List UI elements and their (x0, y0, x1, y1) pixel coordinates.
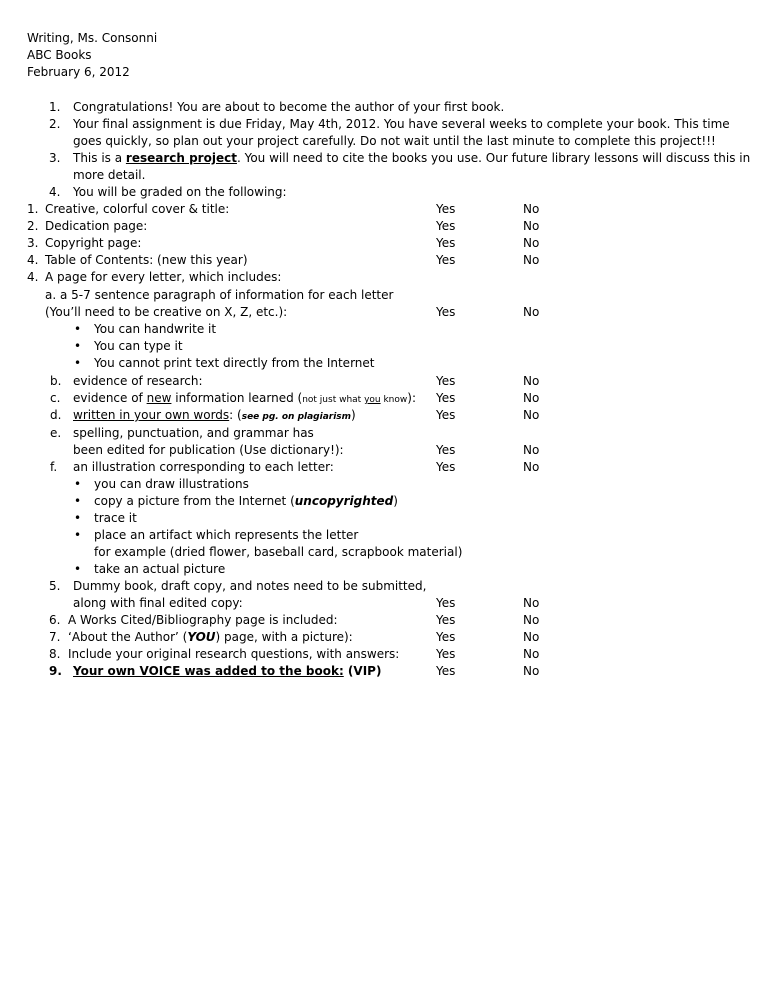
sub-a-line2: (You’ll need to be creative on X, Z, etc.): (45, 305, 288, 319)
sub-e-line1: spelling, punctuation, and grammar has (73, 426, 314, 440)
sub-d-own-words: written in your own words: (see pg. on plagiarism) (73, 408, 356, 422)
bullet-handwrite: • You can handwrite it (94, 321, 216, 338)
bullet-actual-picture: • take an actual picture (94, 561, 225, 578)
header-date: February 6, 2012 (27, 65, 130, 79)
no-option: No (523, 443, 540, 457)
criteria-toc: Table of Contents: (new this year) (45, 253, 248, 267)
criteria-num-4b: 4. (27, 270, 39, 284)
criteria-num-3: 3. (27, 236, 39, 250)
sub-c-new-info: evidence of new information learned (not just what you know): (73, 391, 416, 405)
criteria-num-1: 1. (27, 202, 39, 216)
intro-item-3: This is a research project. You will need to cite the books you use. Our future library lessons will discuss this in (73, 151, 751, 165)
bullet-draw: • you can draw illustrations (94, 476, 249, 493)
criteria-num-2: 2. (27, 219, 39, 233)
no-option: No (523, 596, 540, 610)
bullet-type: • You can type it (94, 338, 183, 355)
criteria-dedication: Dedication page: (45, 219, 148, 233)
yes-option: Yes (436, 613, 456, 627)
yes-option: Yes (436, 460, 456, 474)
header-subject: ABC Books (27, 48, 92, 62)
yes-option: Yes (436, 219, 456, 233)
yes-option: Yes (436, 305, 456, 319)
intro-num-2: 2. (49, 117, 61, 131)
intro-num-3: 3. (49, 151, 61, 165)
sub-a-line1: a. a 5-7 sentence paragraph of information for each letter (45, 288, 394, 302)
no-option: No (523, 664, 540, 678)
research-project-emphasis: research project (125, 151, 237, 165)
sub-b-research: evidence of research: (73, 374, 203, 388)
sub-d-letter: d. (50, 408, 62, 422)
item-num-5: 5. (49, 579, 61, 593)
yes-option: Yes (436, 374, 456, 388)
no-option: No (523, 202, 540, 216)
item-num-6: 6. (49, 613, 61, 627)
no-option: No (523, 374, 540, 388)
item-8-research-questions: Include your original research questions, with answers: (68, 647, 400, 661)
criteria-letter-page: A page for every letter, which includes: (45, 270, 282, 284)
bullet-artifact: • place an artifact which represents the letter (94, 527, 358, 544)
bullet-no-print: • You cannot print text directly from the Internet (94, 355, 374, 372)
item-9-voice: Your own VOICE was added to the book: (VIP) (73, 664, 382, 678)
no-option: No (523, 391, 540, 405)
item-5-line2: along with final edited copy: (73, 596, 243, 610)
item-5-line1: Dummy book, draft copy, and notes need to be submitted, (73, 579, 427, 593)
yes-option: Yes (436, 630, 456, 644)
item-num-9: 9. (49, 664, 62, 678)
yes-option: Yes (436, 596, 456, 610)
no-option: No (523, 219, 540, 233)
criteria-copyright: Copyright page: (45, 236, 142, 250)
no-option: No (523, 305, 540, 319)
yes-option: Yes (436, 647, 456, 661)
no-option: No (523, 253, 540, 267)
yes-option: Yes (436, 391, 456, 405)
item-7-about-author: ‘About the Author’ (YOU) page, with a picture): (68, 630, 353, 644)
intro-num-1: 1. (49, 100, 61, 114)
no-option: No (523, 613, 540, 627)
sub-b-letter: b. (50, 374, 62, 388)
intro-num-4: 4. (49, 185, 61, 199)
yes-option: Yes (436, 253, 456, 267)
bullet-artifact-example: for example (dried flower, baseball card, scrapbook material) (94, 545, 463, 559)
no-option: No (523, 647, 540, 661)
sub-f-illustration: an illustration corresponding to each letter: (73, 460, 334, 474)
criteria-num-4: 4. (27, 253, 39, 267)
intro-item-1: Congratulations! You are about to become the author of your first book. (73, 100, 505, 114)
no-option: No (523, 630, 540, 644)
bullet-trace: • trace it (94, 510, 137, 527)
yes-option: Yes (436, 664, 456, 678)
item-num-7: 7. (49, 630, 61, 644)
sub-e-line2: been edited for publication (Use dictionary!): (73, 443, 344, 457)
sub-c-letter: c. (50, 391, 61, 405)
intro-item-2: Your final assignment is due Friday, May 4th, 2012. You have several weeks to complete your book. This time (73, 117, 730, 131)
no-option: No (523, 236, 540, 250)
yes-option: Yes (436, 443, 456, 457)
sub-e-letter: e. (50, 426, 62, 440)
sub-f-letter: f. (50, 460, 58, 474)
item-6-works-cited: A Works Cited/Bibliography page is included: (68, 613, 338, 627)
intro-item-3-cont: more detail. (73, 168, 146, 182)
yes-option: Yes (436, 408, 456, 422)
intro-item-4: You will be graded on the following: (73, 185, 287, 199)
bullet-copy-picture: • copy a picture from the Internet (uncopyrighted) (94, 493, 398, 510)
no-option: No (523, 460, 540, 474)
yes-option: Yes (436, 202, 456, 216)
intro-item-2-cont: goes quickly, so plan out your project carefully. Do not wait until the last minute to complete this project!!! (73, 134, 716, 148)
item-num-8: 8. (49, 647, 61, 661)
criteria-cover: Creative, colorful cover & title: (45, 202, 230, 216)
header-teacher: Writing, Ms. Consonni (27, 31, 158, 45)
no-option: No (523, 408, 540, 422)
yes-option: Yes (436, 236, 456, 250)
